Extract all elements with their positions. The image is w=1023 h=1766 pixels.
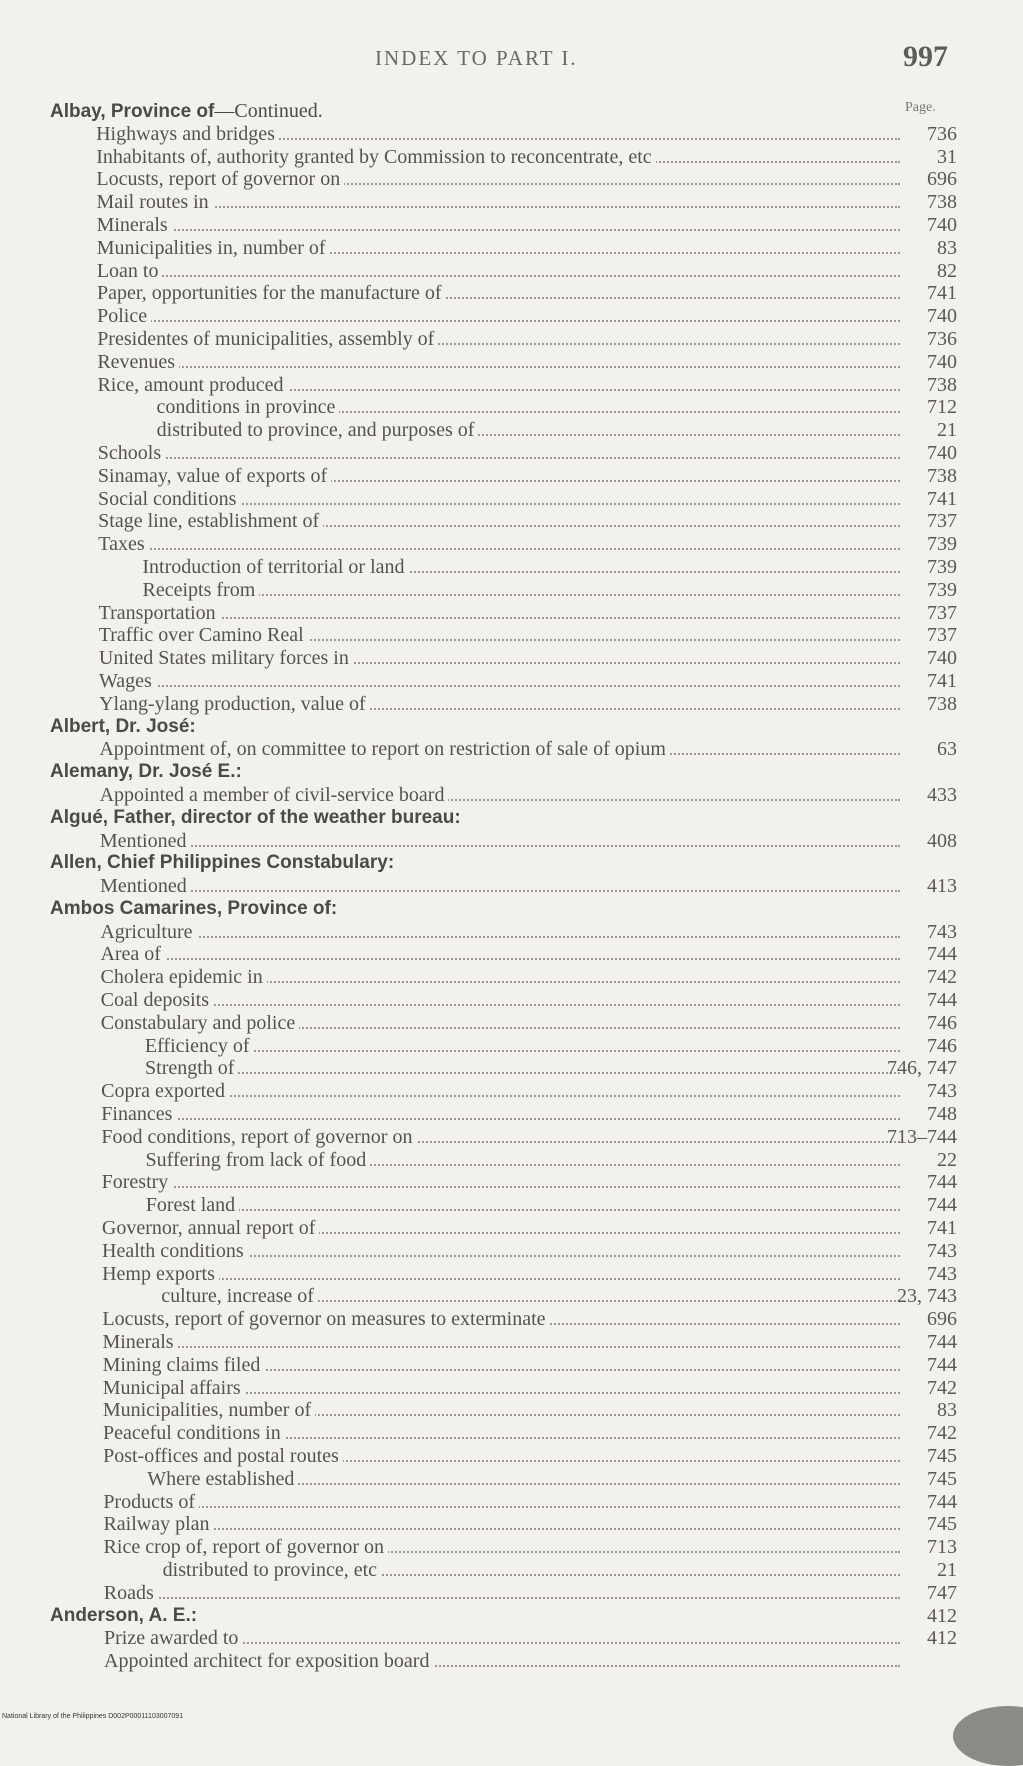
heading-text xyxy=(50,807,465,830)
page-reference: 696 xyxy=(927,1308,957,1331)
entry-text: Area of xyxy=(100,943,165,966)
entry-text: Locusts, report of governor on measures to exterminate xyxy=(102,1308,549,1331)
page-reference: 736 xyxy=(927,122,957,145)
page-reference: 736 xyxy=(927,327,957,350)
index-entry xyxy=(0,647,1023,670)
page-reference: 744 xyxy=(927,1331,957,1354)
scan-corner-shadow xyxy=(953,1706,1023,1766)
index-entry xyxy=(0,123,1023,146)
page-reference: 433 xyxy=(927,783,957,806)
entry-text: Mail routes in xyxy=(96,191,212,214)
page-reference: 738 xyxy=(927,373,957,396)
index-entry xyxy=(0,442,1023,465)
dot-leader xyxy=(97,260,900,277)
index-entry xyxy=(0,1491,1023,1514)
entry-text: Police xyxy=(97,305,151,328)
heading-text xyxy=(50,852,398,875)
index-entry xyxy=(0,1263,1023,1286)
index-entry xyxy=(0,1399,1023,1422)
entry-text: culture, increase of xyxy=(161,1285,318,1308)
index-entry xyxy=(0,1627,1023,1650)
index-entry xyxy=(0,1422,1023,1445)
index-entry xyxy=(0,510,1023,533)
index-entry xyxy=(0,1149,1023,1172)
index-entry xyxy=(0,989,1023,1012)
page-reference: 742 xyxy=(927,966,957,989)
page-reference: 740 xyxy=(927,441,957,464)
page-reference: 744 xyxy=(927,943,957,966)
page-reference: 746 xyxy=(927,1011,957,1034)
entry-text: Health conditions xyxy=(102,1240,248,1263)
page-reference: 745 xyxy=(927,1513,957,1536)
index-entries xyxy=(0,100,1023,1673)
page-reference: 743 xyxy=(927,1262,957,1285)
index-entry xyxy=(0,214,1023,237)
page-reference: 413 xyxy=(927,875,957,898)
index-entry xyxy=(0,1331,1023,1354)
entry-text: Transportation xyxy=(99,602,220,625)
index-entry xyxy=(0,784,1023,807)
entry-text: Constabulary and police xyxy=(101,1012,299,1035)
index-entry xyxy=(0,602,1023,625)
index-entry xyxy=(0,237,1023,260)
entry-text: Municipal affairs xyxy=(103,1377,245,1400)
entry-text: Products of xyxy=(103,1491,199,1514)
page-reference: 412 xyxy=(927,1604,957,1627)
index-entry xyxy=(0,419,1023,442)
entry-text: Forestry xyxy=(102,1171,173,1194)
page-reference: 741 xyxy=(927,282,957,305)
entry-text: Rice crop of, report of governor on xyxy=(104,1536,388,1559)
page-reference: 740 xyxy=(927,305,957,328)
page-header xyxy=(0,40,1023,76)
page-column-label: Page. xyxy=(905,100,936,115)
entry-text: Locusts, report of governor on xyxy=(96,168,344,191)
index-entry xyxy=(0,1012,1023,1035)
entry-text: Roads xyxy=(104,1582,158,1605)
index-entry xyxy=(0,1559,1023,1582)
index-heading xyxy=(0,852,1023,875)
page-reference: 740 xyxy=(927,647,957,670)
entry-text: Municipalities in, number of xyxy=(97,237,330,260)
entry-text: United States military forces in xyxy=(99,647,353,670)
entry-text: Coal deposits xyxy=(101,989,213,1012)
entry-text: Revenues xyxy=(97,351,179,374)
dot-leader xyxy=(100,921,900,938)
page-reference: 739 xyxy=(927,555,957,578)
heading-name: Albert, Dr. José: xyxy=(50,715,196,737)
library-footer: National Library of the Philippines D002P00011103007091 xyxy=(2,1713,184,1720)
dot-leader xyxy=(146,1194,900,1211)
index-entry xyxy=(0,146,1023,169)
index-entry xyxy=(0,943,1023,966)
heading-continued: —Continued. xyxy=(214,100,323,122)
index-entry xyxy=(0,1513,1023,1536)
dot-leader xyxy=(102,1171,900,1188)
entry-text: Loan to xyxy=(97,260,163,283)
page-reference: 83 xyxy=(937,1399,957,1422)
entry-text: Municipalities, number of xyxy=(103,1399,315,1422)
entry-text: Traffic over Camino Real xyxy=(99,624,308,647)
index-entry xyxy=(0,966,1023,989)
index-entry xyxy=(0,305,1023,328)
index-entry xyxy=(0,830,1023,853)
entry-text: Efficiency of xyxy=(145,1035,254,1058)
entry-text: Receipts from xyxy=(143,579,260,602)
heading-name: Alemany, Dr. José E.: xyxy=(50,761,242,783)
page-reference: 21 xyxy=(937,419,957,442)
entry-text: distributed to province, and purposes of xyxy=(157,419,479,442)
entry-text: Where established xyxy=(147,1468,298,1491)
page-reference: 696 xyxy=(927,168,957,191)
entry-text: Taxes xyxy=(98,533,148,556)
index-entry xyxy=(0,875,1023,898)
page-reference: 742 xyxy=(927,1422,957,1445)
index-entry xyxy=(0,693,1023,716)
index-entry xyxy=(0,1354,1023,1377)
page-title: INDEX TO PART I. xyxy=(375,46,578,70)
page-reference: 713 xyxy=(927,1536,957,1559)
heading-name: Ambos Camarines, Province of: xyxy=(50,897,338,919)
index-entry xyxy=(0,921,1023,944)
index-entry xyxy=(0,1240,1023,1263)
entry-text: Introduction of territorial or land xyxy=(142,556,408,579)
entry-text: Highways and bridges xyxy=(96,123,279,146)
entry-text: Suffering from lack of food xyxy=(146,1149,371,1172)
dot-leader xyxy=(97,214,900,231)
dot-leader xyxy=(101,989,900,1006)
index-entry xyxy=(0,351,1023,374)
entry-text: Strength of xyxy=(145,1057,238,1080)
entry-text: Social conditions xyxy=(98,488,240,511)
index-entry xyxy=(0,1377,1023,1400)
page-reference: 748 xyxy=(927,1103,957,1126)
page-reference: 408 xyxy=(927,829,957,852)
page-reference: 743 xyxy=(927,1239,957,1262)
page-reference: 737 xyxy=(927,624,957,647)
page-reference: 745 xyxy=(927,1445,957,1468)
entry-text: Peaceful conditions in xyxy=(103,1422,285,1445)
dot-leader xyxy=(97,305,900,322)
entry-text: Paper, opportunities for the manufacture of xyxy=(97,282,446,305)
index-heading xyxy=(0,761,1023,784)
page-reference: 740 xyxy=(927,213,957,236)
index-heading xyxy=(0,100,1023,123)
entry-text: Cholera epidemic in xyxy=(101,966,267,989)
dot-leader xyxy=(103,1491,900,1508)
heading-text xyxy=(50,898,341,921)
entry-text: Post-offices and postal routes xyxy=(103,1445,343,1468)
page-reference: 743 xyxy=(927,920,957,943)
index-heading xyxy=(0,1605,1023,1628)
index-entry xyxy=(0,191,1023,214)
index-entry xyxy=(0,260,1023,283)
entry-text: Forest land xyxy=(146,1194,239,1217)
heading-text xyxy=(50,716,200,739)
index-entry xyxy=(0,738,1023,761)
index-entry xyxy=(0,1308,1023,1331)
page-reference: 31 xyxy=(937,145,957,168)
index-entry xyxy=(0,1445,1023,1468)
entry-text: Rice, amount produced xyxy=(97,374,287,397)
entry-text: Mentioned xyxy=(100,875,191,898)
entry-text: Sinamay, value of exports of xyxy=(98,465,331,488)
entry-text: Inhabitants of, authority granted by Commission to reconcentrate, etc xyxy=(96,146,655,169)
index-heading xyxy=(0,898,1023,921)
heading-name: Albay, Province of xyxy=(50,101,215,122)
index-entry xyxy=(0,1171,1023,1194)
page-reference: 743 xyxy=(927,1080,957,1103)
page-reference: 713–744 xyxy=(887,1125,957,1148)
page-reference: 738 xyxy=(927,464,957,487)
dot-leader xyxy=(103,1513,900,1530)
entry-text: Presidentes of municipalities, assembly of xyxy=(97,328,438,351)
dot-leader xyxy=(98,442,900,459)
heading-text xyxy=(50,761,246,784)
heading-name: Algué, Father, director of the weather bureau: xyxy=(50,806,461,828)
index-entry xyxy=(0,282,1023,305)
heading-name: Allen, Chief Philippines Constabulary: xyxy=(50,852,395,874)
index-entry xyxy=(0,168,1023,191)
dot-leader xyxy=(102,1263,900,1280)
dot-leader xyxy=(98,533,900,550)
index-entry xyxy=(0,556,1023,579)
page-reference: 744 xyxy=(927,989,957,1012)
entry-text: Copra exported xyxy=(101,1080,229,1103)
page-reference: 738 xyxy=(927,692,957,715)
index-entry xyxy=(0,1080,1023,1103)
index-heading xyxy=(0,807,1023,830)
entry-text: Stage line, establishment of xyxy=(98,510,323,533)
index-entry xyxy=(0,1285,1023,1308)
entry-text: Appointment of, on committee to report on restriction of sale of opium xyxy=(99,738,670,761)
page-reference: 22 xyxy=(937,1148,957,1171)
page-reference: 741 xyxy=(927,669,957,692)
page-reference: 63 xyxy=(937,738,957,761)
page-reference: 83 xyxy=(937,236,957,259)
page-number: 997 xyxy=(903,40,948,73)
index-entry xyxy=(0,1650,1023,1673)
index-heading xyxy=(0,716,1023,739)
index-entry xyxy=(0,1126,1023,1149)
index-entry xyxy=(0,1194,1023,1217)
dot-leader xyxy=(100,875,900,892)
dot-leader xyxy=(145,1057,900,1074)
heading-name: Anderson, A. E.: xyxy=(50,1604,198,1626)
dot-leader xyxy=(100,943,900,960)
dot-leader xyxy=(100,830,900,847)
page-reference: 745 xyxy=(927,1467,957,1490)
index-entry xyxy=(0,1035,1023,1058)
page-reference: 741 xyxy=(927,1217,957,1240)
page-reference: 744 xyxy=(927,1171,957,1194)
entry-text: Wages xyxy=(99,670,156,693)
dot-leader xyxy=(96,191,900,208)
index-entry xyxy=(0,1057,1023,1080)
dot-leader xyxy=(104,1582,900,1599)
entry-text: Minerals xyxy=(102,1331,177,1354)
index-entry xyxy=(0,1582,1023,1605)
entry-text: Mining claims filed xyxy=(103,1354,265,1377)
entry-text: Schools xyxy=(98,442,165,465)
entry-text: Ylang-ylang production, value of xyxy=(99,693,370,716)
entry-text: Hemp exports xyxy=(102,1263,219,1286)
heading-text xyxy=(50,1605,201,1628)
heading-text xyxy=(50,100,327,124)
page-reference: 741 xyxy=(927,487,957,510)
page-reference: 742 xyxy=(927,1376,957,1399)
dot-leader xyxy=(102,1331,900,1348)
page-reference: 739 xyxy=(927,578,957,601)
entry-text: Prize awarded to xyxy=(104,1627,242,1650)
page-reference: 739 xyxy=(927,533,957,556)
index-entry xyxy=(0,328,1023,351)
index-entry xyxy=(0,624,1023,647)
index-entry xyxy=(0,1468,1023,1491)
index-entry xyxy=(0,1536,1023,1559)
page-reference: 747 xyxy=(927,1581,957,1604)
page-reference: 746, 747 xyxy=(887,1057,957,1080)
dot-leader xyxy=(145,1035,900,1052)
index-entry xyxy=(0,1217,1023,1240)
entry-text: Minerals xyxy=(97,214,172,237)
page-reference: 21 xyxy=(937,1559,957,1581)
page-reference: 744 xyxy=(927,1353,957,1376)
page-reference: 23, 743 xyxy=(897,1285,957,1308)
entry-text: Finances xyxy=(101,1103,176,1126)
index-entry xyxy=(0,465,1023,488)
page-reference: 744 xyxy=(927,1194,957,1217)
index-entry xyxy=(0,396,1023,419)
page-reference: 712 xyxy=(927,396,957,419)
entry-text: Mentioned xyxy=(100,830,191,853)
entry-text: Agriculture xyxy=(100,921,196,944)
page-reference: 746 xyxy=(927,1034,957,1057)
page-reference: 740 xyxy=(927,350,957,373)
page-reference: 738 xyxy=(927,191,957,214)
page-reference: 82 xyxy=(937,259,957,282)
page-reference: 412 xyxy=(927,1627,957,1650)
dot-leader xyxy=(97,351,900,368)
index-entry xyxy=(0,1103,1023,1126)
entry-text: conditions in province xyxy=(157,396,340,419)
entry-text: Appointed architect for exposition board xyxy=(104,1650,433,1673)
page-reference: 737 xyxy=(927,601,957,624)
dot-leader xyxy=(99,670,900,687)
index-entry xyxy=(0,533,1023,556)
entry-text: Food conditions, report of governor on xyxy=(101,1126,416,1149)
entry-text: distributed to province, etc xyxy=(163,1559,381,1582)
index-entry xyxy=(0,579,1023,602)
page-reference: 737 xyxy=(927,510,957,533)
dot-leader xyxy=(101,1103,900,1120)
entry-text: Governor, annual report of xyxy=(102,1217,320,1240)
page-reference: 744 xyxy=(927,1490,957,1513)
entry-text: Appointed a member of civil-service board xyxy=(100,784,449,807)
index-entry xyxy=(0,374,1023,397)
entry-text: Railway plan xyxy=(103,1513,213,1536)
index-entry xyxy=(0,488,1023,511)
index-entry xyxy=(0,670,1023,693)
